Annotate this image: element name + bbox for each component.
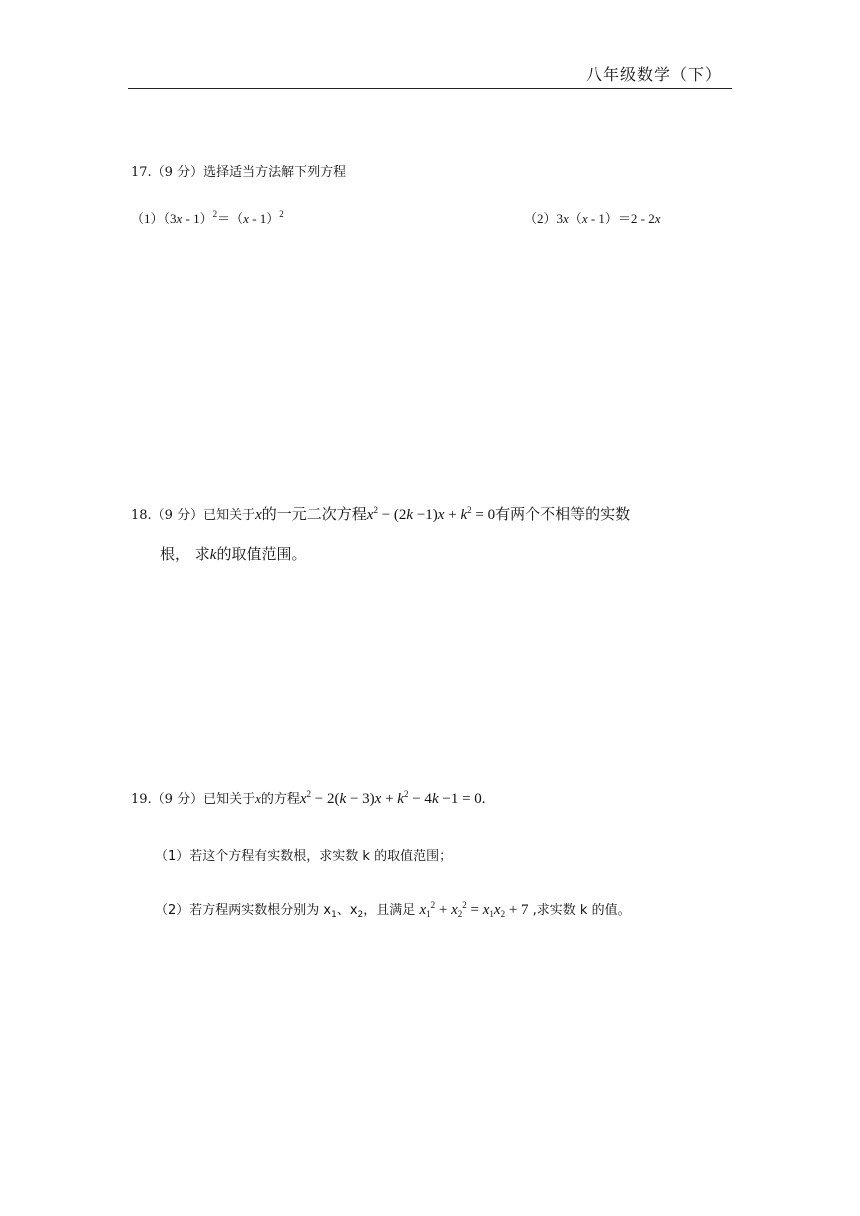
q17-part1: （1）（3x - 1）$^2$＝（x - 1）$^2$ (131, 209, 284, 226)
q19-part1: （1）若这个方程有实数根，求实数 k 的取值范围； (155, 849, 453, 864)
q17-part2: （2）3x（x - 1）＝2 - 2x (524, 211, 661, 226)
q18-line2: 根， 求k的取值范围。 (160, 545, 307, 563)
header-title: 八年级数学（下） (585, 65, 722, 84)
q19-part2: （2）若方程两实数根分别为 $x_1$、$x_2$，且满足 $x_1^2 + x_2^2 = x_1x_2 + 7$ ,求实数 k 的值。 (155, 900, 631, 920)
q19-line1: 19.（9 分）已知关于x的方程$x^2 - 2(k - 3)x + k^2 - 4k -1 = 0$. (131, 789, 486, 807)
q17-title: 17.（9 分）选择适当方法解下列方程 (131, 165, 347, 180)
q18-line1: 18.（9 分）已知关于x的一元二次方程$x^2 - (2k -1)x + k^2 = 0$有两个不相等的实数 (131, 505, 631, 523)
page-header (128, 60, 732, 89)
